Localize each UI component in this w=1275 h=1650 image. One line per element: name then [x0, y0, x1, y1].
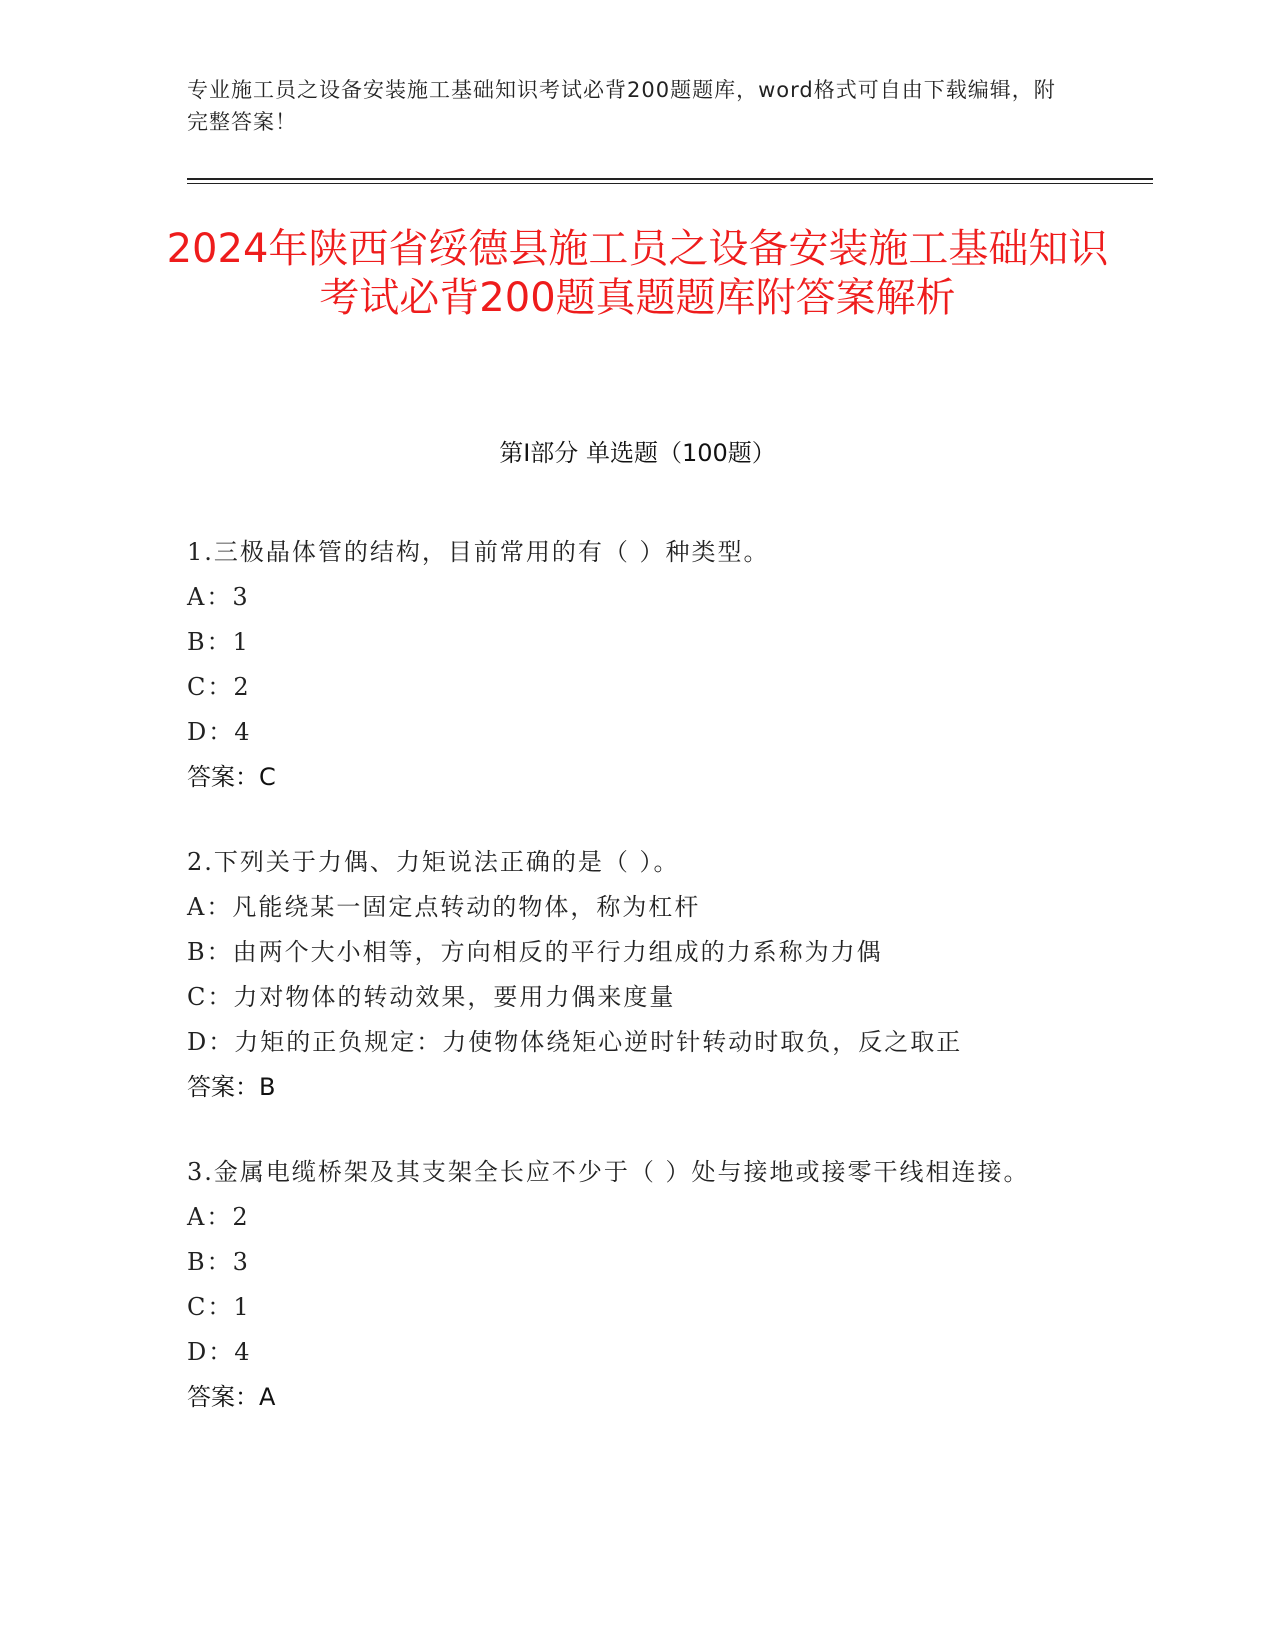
question-3	[187, 1150, 1087, 1420]
answer: 答案：C	[187, 763, 276, 791]
header-rule-thin	[187, 183, 1153, 184]
document-title: 2024年陕西省绥德县施工员之设备安装施工基础知识考试必背200题真题题库附答案解析	[166, 226, 1109, 321]
option-d: D：力矩的正负规定：力使物体绕矩心逆时针转动时取负，反之取正	[187, 1028, 963, 1056]
answer: 答案：A	[187, 1383, 276, 1411]
option-c: C：力对物体的转动效果，要用力偶来度量	[187, 983, 676, 1011]
option-d: D：4	[187, 718, 252, 746]
question-text: 1.三极晶体管的结构，目前常用的有（ ）种类型。	[187, 538, 770, 566]
option-c: C：1	[187, 1293, 251, 1321]
question-list	[187, 530, 1087, 1460]
question-text: 3.金属电缆桥架及其支架全长应不少于（ ）处与接地或接零干线相连接。	[187, 1158, 1030, 1186]
option-a: A：3	[187, 583, 250, 611]
option-d: D：4	[187, 1338, 252, 1366]
header-note: 专业施工员之设备安装施工基础知识考试必背200题题库，word格式可自由下载编辑，附完整答案！	[187, 78, 1056, 134]
question-2	[187, 840, 1087, 1110]
option-a: A：2	[187, 1203, 250, 1231]
option-b: B：1	[187, 628, 250, 656]
header-rule-thick	[187, 178, 1153, 180]
section-heading: 第Ⅰ部分 单选题（100题）	[499, 439, 776, 467]
answer: 答案：B	[187, 1073, 276, 1101]
question-1	[187, 530, 1087, 800]
option-b: B：由两个大小相等，方向相反的平行力组成的力系称为力偶	[187, 938, 883, 966]
option-b: B：3	[187, 1248, 250, 1276]
option-a: A：凡能绕某一固定点转动的物体，称为杠杆	[187, 893, 701, 921]
option-c: C：2	[187, 673, 251, 701]
question-text: 2.下列关于力偶、力矩说法正确的是（ ）。	[187, 848, 680, 876]
